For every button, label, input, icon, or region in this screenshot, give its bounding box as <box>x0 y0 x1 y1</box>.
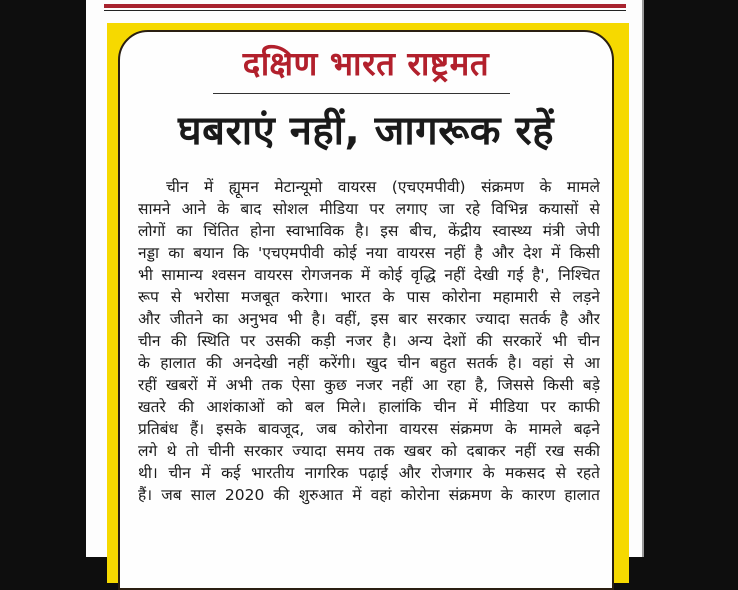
editorial-headline: घबराएं नहीं, जागरूक रहें <box>177 108 555 154</box>
top-black-rule <box>104 10 626 11</box>
article-line: के हालात की अनदेखी नहीं करेंगी। खुद चीन बहुत सतर्क है। वहां से आ <box>138 354 600 372</box>
article-line: लगे थे तो चीनी सरकार ज्यादा समय तक खबर को दबाकर नहीं रख सकी <box>138 442 600 460</box>
article-body <box>138 176 600 506</box>
page-edge-divider <box>642 0 644 557</box>
article-line: सामने आने के बाद सोशल मीडिया पर लगाए जा रहे विभिन्न कयासों से <box>138 200 600 218</box>
article-line: थी। चीन में कई भारतीय नागरिक पढ़ाई और रोजगार के मकसद से रहते <box>138 464 600 482</box>
article-line: रहीं खबरों में अभी तक ऐसा कुछ नजर नहीं आ रहा है, जिससे किसी बड़े <box>138 376 600 394</box>
article-line: प्रतिबंध हैं। इसके बावजूद, जब कोरोना वायरस संक्रमण के मामले बढ़ने <box>138 420 600 438</box>
masthead-underline <box>213 93 510 94</box>
article-line: लोगों का चिंतित होना स्वाभाविक है। इस बीच, केंद्रीय स्वास्थ्य मंत्री जेपी <box>138 222 600 240</box>
article-line: चीन में ह्यूमन मेटान्यूमो वायरस (एचएमपीवी) संक्रमण के मामले <box>166 178 600 196</box>
article-line: भी सामान्य श्वसन वायरस रोगजनक में कोई वृद्धि नहीं देखी गई है', निश्चित <box>138 266 600 284</box>
article-line: नड्डा का बयान कि 'एचएमपीवी कोई नया वायरस नहीं है और देश में किसी <box>138 244 600 262</box>
article-line: खतरे की आशंकाओं को बल मिले। हालांकि चीन में मीडिया पर काफी <box>138 398 600 416</box>
top-red-rule <box>104 4 626 8</box>
masthead-title: दक्षिण भारत राष्ट्रमत <box>242 44 490 83</box>
article-line: रूप से भरोसा मजबूत करेगा। भारत के पास कोरोना महामारी से लड़ने <box>138 288 600 306</box>
article-line: चीन की स्थिति पर उसकी कड़ी नजर है। अन्य देशों की सरकारें भी चीन <box>138 332 600 350</box>
article-line: हैं। जब साल 2020 की शुरुआत में वहां कोरोना संक्रमण के कारण हालात <box>138 486 600 504</box>
article-line: और जीतने का अनुभव भी है। वहीं, इस बार सरकार ज्यादा सतर्क है और <box>138 310 600 328</box>
